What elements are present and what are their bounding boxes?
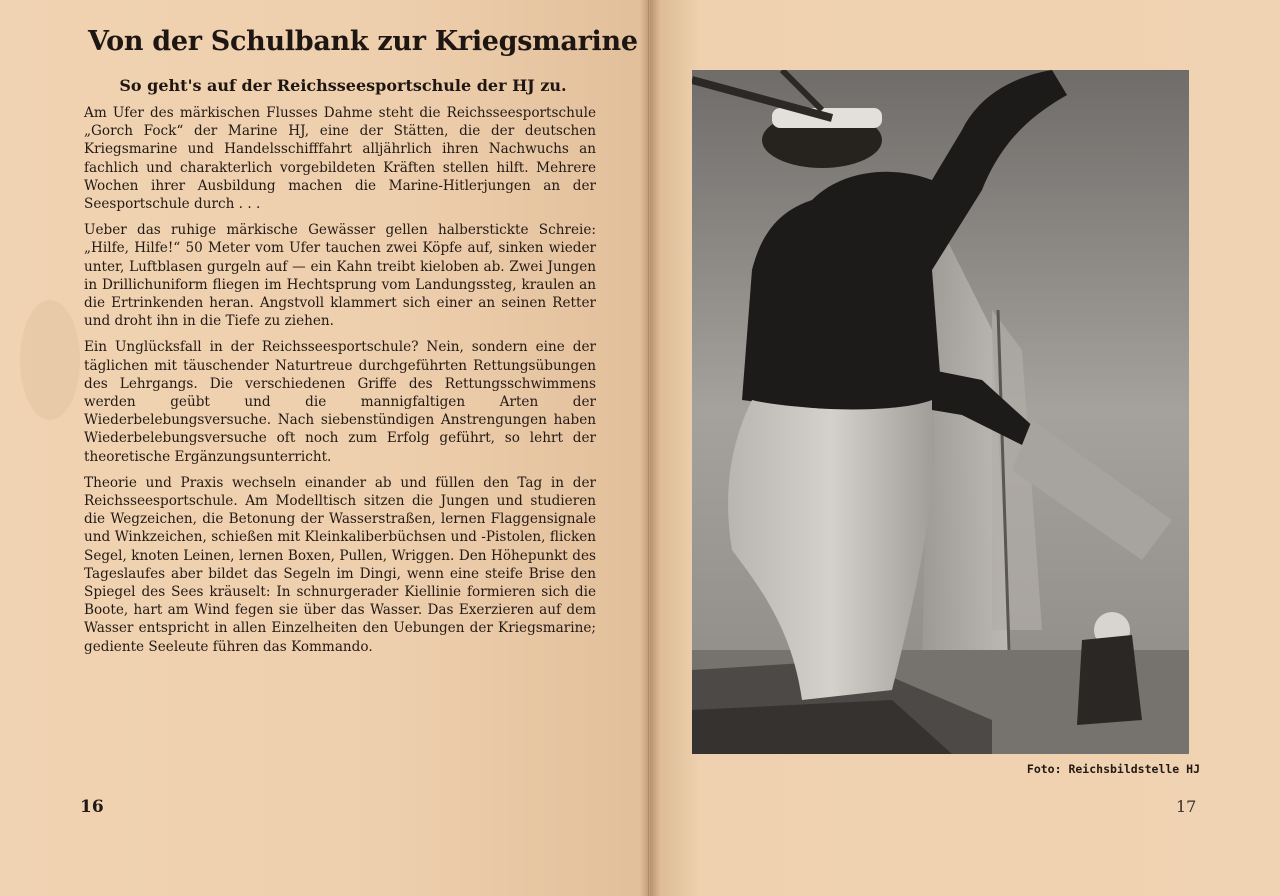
paragraph-1: Am Ufer des märkischen Flusses Dahme steht die Reichsseesportschule „Gorch Fock“ der Marine HJ, eine der Stätten, die der deutschen Kriegsmarine und Handelsschifffahrt alljährlich ihren Nachwuchs an fachlich und charakterlich vorgebildeten Kräften stellen hilft. Mehrere Wochen ihrer Ausbildung machen die Marine-Hitlerjungen an der Seesportschule durch . . . (84, 105, 596, 213)
page-number-right: 17 (1176, 797, 1197, 816)
photo-illustration (692, 70, 1189, 754)
paper-stain (20, 300, 80, 420)
sailor-photograph (692, 70, 1189, 754)
article-title: Von der Schulbank zur Kriegsmarine (88, 26, 638, 57)
paragraph-3: Ein Unglücksfall in der Reichsseesportschule? Nein, sondern eine der täglichen mit täuschender Naturtreue durchgeführten Rettungsübungen des Lehrgangs. Die verschiedenen Griffe des Rettungsschwimmens werden geübt und die mannigfaltigen Arten der Wiederbelebungsversuche. Nach siebenstündigen Anstrengungen haben Wiederbelebungsversuche oft noch zum Erfolg geführt, so lehrt der theoretische Ergänzungsunterricht. (84, 339, 596, 465)
book-gutter (640, 0, 660, 896)
page-number-left: 16 (80, 797, 104, 817)
paragraph-2: Ueber das ruhige märkische Gewässer gellen halberstickte Schreie: „Hilfe, Hilfe!“ 50 Meter vom Ufer tauchen zwei Köpfe auf, sinken wieder unter, Luftblasen gurgeln auf — ein Kahn treibt kieloben ab. Zwei Jungen in Drillichuniform fliegen im Hechtsprung vom Landungssteg, kraulen an die Ertrinkenden heran. Angstvoll klammert sich einer an seinen Retter und droht ihn in die Tiefe zu ziehen. (84, 222, 596, 330)
article-body (84, 104, 596, 664)
photo-credit: Foto: Reichsbildstelle HJ (1026, 762, 1200, 776)
article-subtitle: So geht's auf der Reichsseesportschule der HJ zu. (119, 76, 567, 95)
paragraph-4: Theorie und Praxis wechseln einander ab und füllen den Tag in der Reichsseesportschule. Am Modelltisch sitzen die Jungen und studieren die Wegzeichen, die Betonung der Wasserstraßen, lernen Flaggensignale und Winkzeichen, schießen mit Kleinkaliberbüchsen und -Pistolen, flicken Segel, knoten Leinen, lernen Boxen, Pullen, Wriggen. Den Höhepunkt des Tageslaufes aber bildet das Segeln im Dingi, wenn eine steife Brise den Spiegel des Sees kräuselt: In schnurgerader Kiellinie formieren sich die Boote, hart am Wind fegen sie über das Wasser. Das Exerzieren auf dem Wasser entspricht in allen Einzelheiten den Uebungen der Kriegsmarine; gediente Seeleute führen das Kommando. (84, 474, 596, 655)
